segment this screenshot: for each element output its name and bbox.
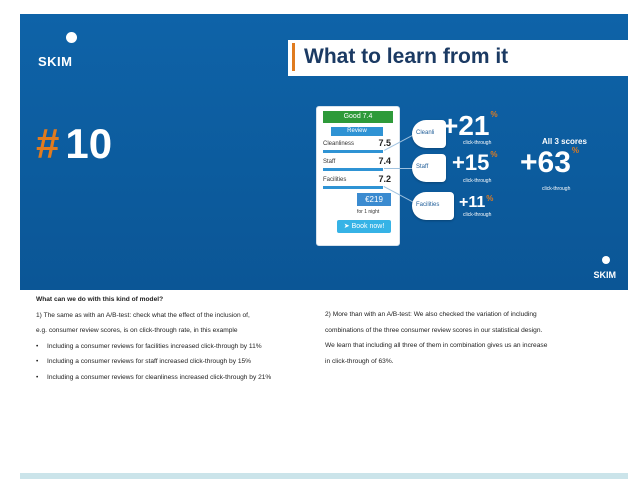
review-row-value: 7.2 xyxy=(378,174,391,184)
callout-value-cleanliness xyxy=(442,110,498,142)
callout-note: click-through xyxy=(463,212,492,218)
review-row-value: 7.4 xyxy=(378,156,391,166)
percent-sign: % xyxy=(486,194,494,203)
price-tag: €219 xyxy=(357,193,391,206)
paper-plane-icon: ➤ xyxy=(343,223,350,230)
percent-sign: % xyxy=(571,146,580,155)
review-row-label: Cleanliness xyxy=(323,141,355,147)
book-now-label: Book now! xyxy=(351,223,385,230)
body-line: We learn that including all three of them in combination gives us an increase xyxy=(325,342,548,349)
combined-value xyxy=(520,146,579,180)
callout-cleanliness xyxy=(412,120,446,148)
header-banner xyxy=(20,14,628,290)
all-scores-label: All 3 scores xyxy=(542,137,587,146)
body-line: e.g. consumer review scores, is on click-through rate, in this example xyxy=(36,327,238,334)
callout-note: click-through xyxy=(463,178,492,184)
rating-badge: Good 7.4 xyxy=(323,111,393,123)
callout-label: Staff xyxy=(416,164,429,170)
callout-number: +11 xyxy=(459,194,486,211)
book-now-button[interactable] xyxy=(337,220,391,233)
combined-note: click-through xyxy=(542,186,571,192)
review-row-staff xyxy=(323,156,395,173)
list-item: • Including a consumer reviews for staff increased click-through by 15% xyxy=(36,354,316,370)
callout-note: click-through xyxy=(463,140,492,146)
title-box xyxy=(288,40,628,76)
list-item: • Including a consumer reviews for facilities increased click-through by 11% xyxy=(36,339,316,355)
body-line: 2) More than with an A/B-test: We also checked the variation of including xyxy=(325,311,537,318)
body-line: 1) The same as with an A/B-test: check what the effect of the inclusion of, xyxy=(36,311,250,319)
footer-divider xyxy=(20,473,628,479)
callout-value-facilities xyxy=(459,194,493,212)
slide-number-value: 10 xyxy=(65,120,113,167)
body-line: combinations of the three consumer review scores in our statistical design. xyxy=(325,326,543,334)
skim-logo-small xyxy=(586,256,616,282)
review-row-cleanliness xyxy=(323,138,395,155)
slide-hash: # xyxy=(36,120,60,167)
review-row-value: 7.5 xyxy=(378,138,391,148)
slide-number xyxy=(36,120,112,168)
callout-label: Cleanli xyxy=(416,130,435,136)
list-item: • Including a consumer reviews for cleanliness increased click-through by 21% xyxy=(36,372,304,384)
hotel-review-widget xyxy=(316,106,400,246)
title-accent-bar xyxy=(292,43,295,71)
percent-sign: % xyxy=(490,110,498,119)
price-note: for 1 night xyxy=(357,209,380,215)
callout-facilities xyxy=(412,192,454,220)
review-row-label: Facilities xyxy=(323,177,347,183)
review-header: Review xyxy=(331,127,383,136)
callout-number: +15 xyxy=(452,150,490,175)
review-row-facilities xyxy=(323,174,395,191)
body-line: in click-through of 63%. xyxy=(325,357,394,365)
section-heading: What can we do with this kind of model? xyxy=(36,296,164,303)
logo-text: SKIM xyxy=(38,54,73,69)
callout-number: +21 xyxy=(442,110,490,141)
callout-value-staff xyxy=(452,150,497,176)
percent-sign: % xyxy=(490,150,498,159)
review-row-bar xyxy=(323,168,383,171)
review-row-label: Staff xyxy=(323,159,336,165)
review-row-bar xyxy=(323,150,383,153)
logo-dot-icon xyxy=(66,32,77,43)
logo-text-small: SKIM xyxy=(593,270,616,280)
page-title: What to learn from it xyxy=(304,45,509,68)
callout-label: Facilities xyxy=(416,202,440,208)
callout-staff xyxy=(412,154,446,182)
bullet-list xyxy=(36,339,316,384)
combined-number: +63 xyxy=(520,146,571,179)
review-row-bar xyxy=(323,186,383,189)
right-column xyxy=(325,307,615,369)
left-column xyxy=(36,292,316,384)
logo-dot-icon xyxy=(602,256,610,264)
